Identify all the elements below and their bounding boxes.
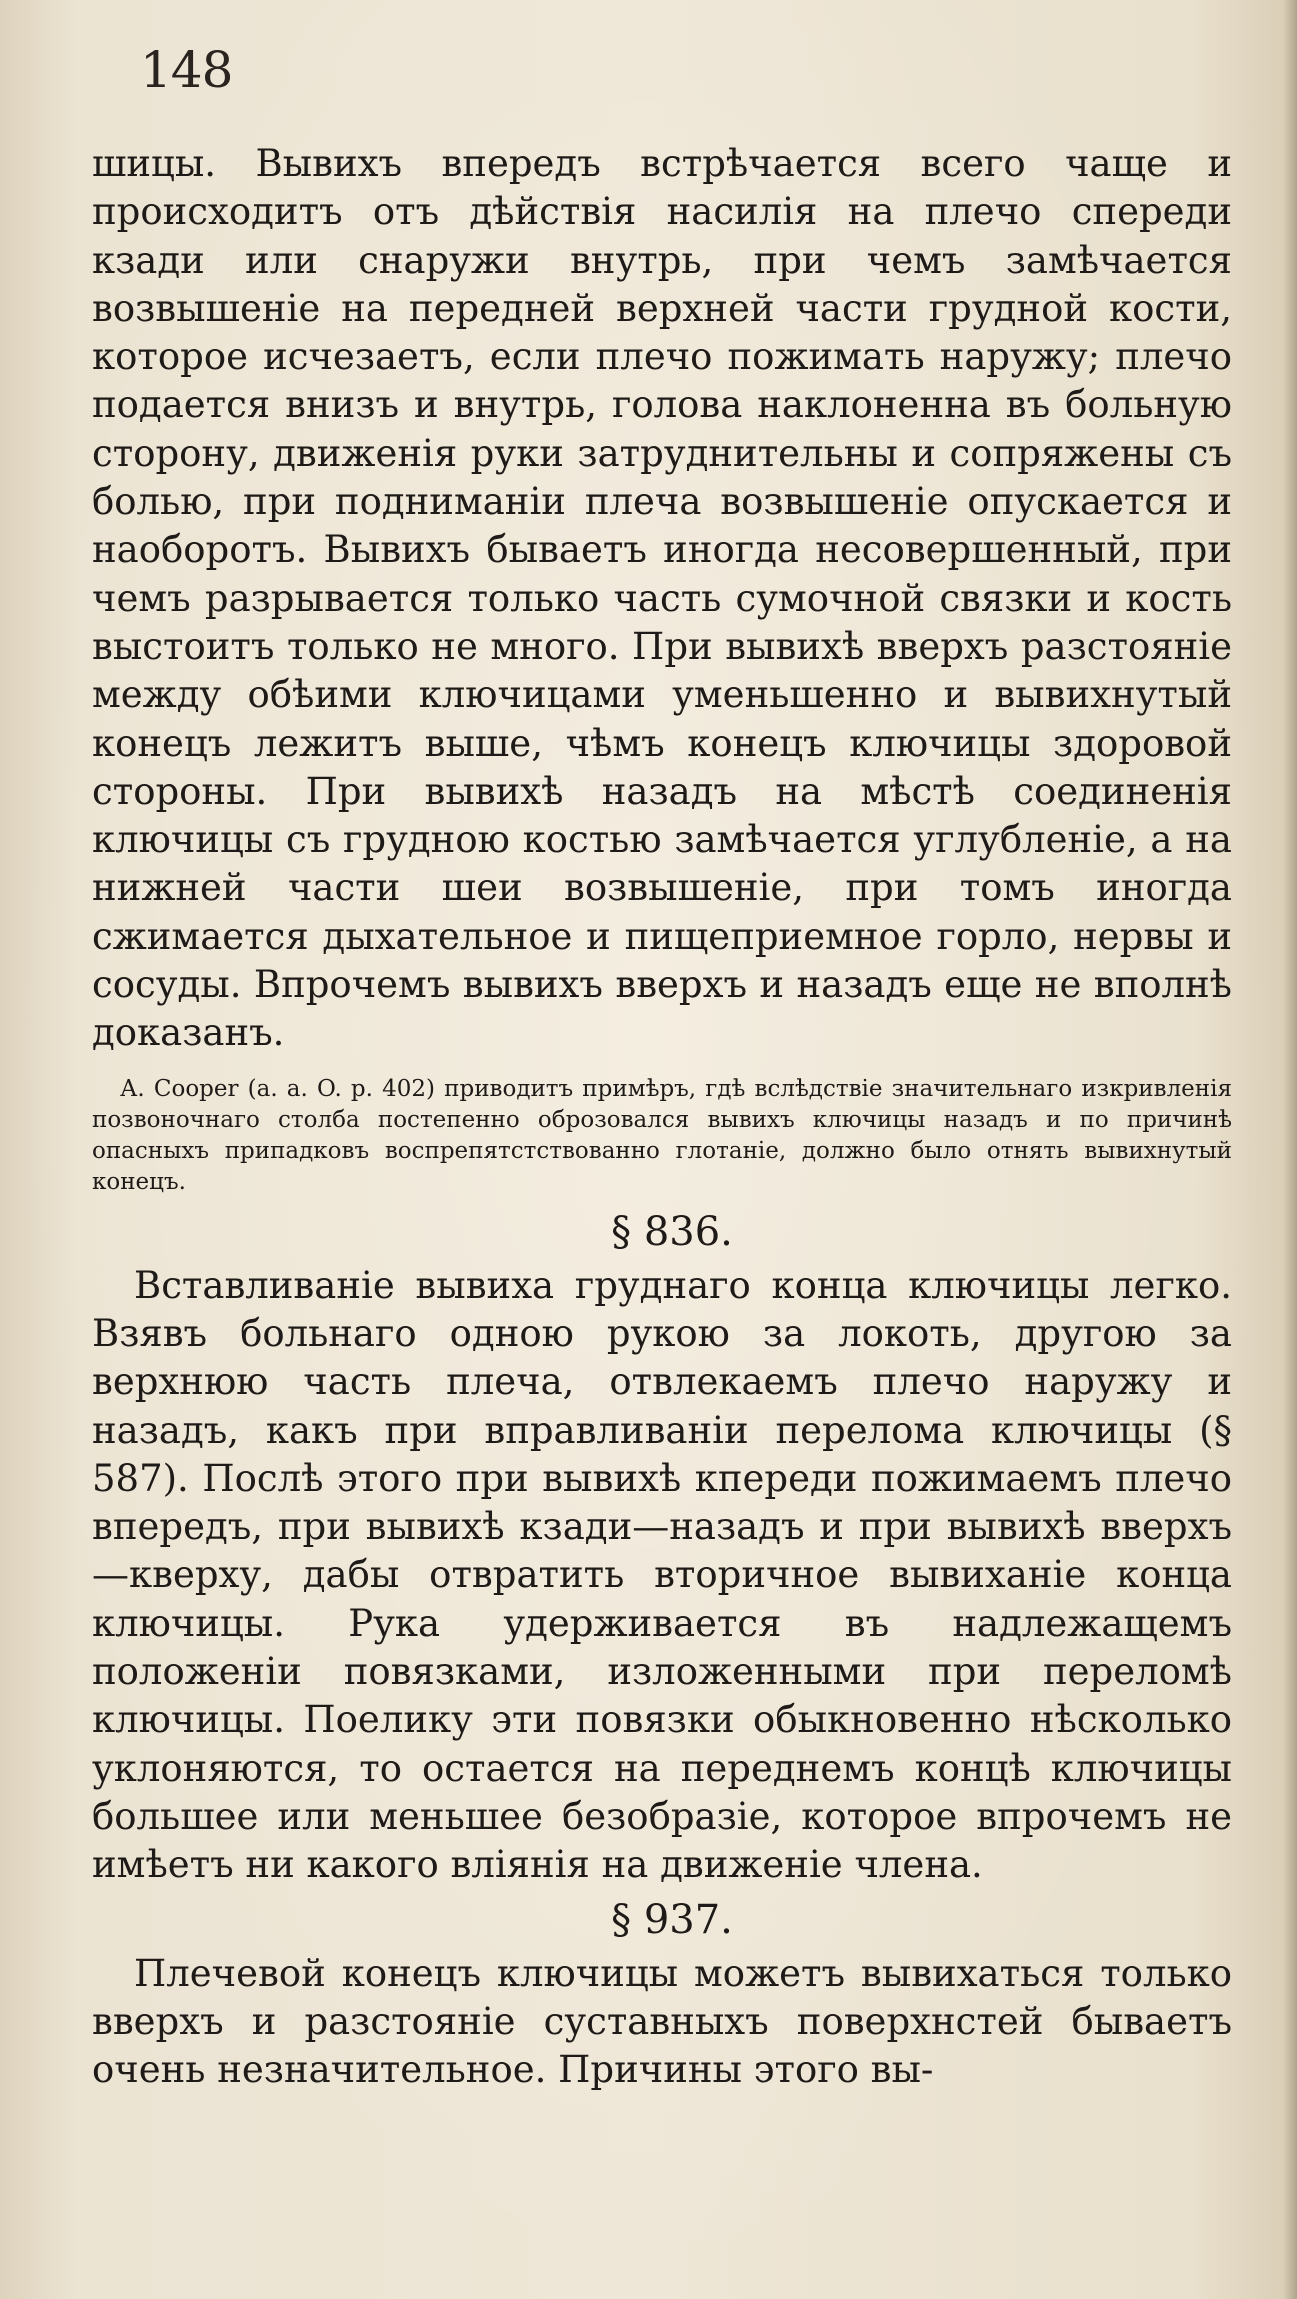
section-heading-836: § 836. xyxy=(611,1208,733,1255)
paragraph-dislocation-forms: шицы. Вывихъ впередъ встрѣчается всего чаще и происходитъ отъ дѣйствія насилія на плечо спереди кзади или снаружи внутрь, при чемъ замѣчается возвышеніе на передней верхней части грудной кости, которое исчезаетъ, если плечо пожимать наружу; плечо подается внизъ и внутрь, голова наклоненна въ больную сторону, движенія руки затруднительны и сопряжены съ болью, при подниманіи плеча возвышеніе опускается и наоборотъ. Вывихъ бываетъ иногда несовершенный, при чемъ разрывается только часть сумочной связки и кость выстоитъ только не много. При вывихѣ вверхъ разстояніе между обѣими ключицами уменьшенно и вывихнутый конецъ лежитъ выше, чѣмъ конецъ ключицы здоровой стороны. При вывихѣ назадъ на мѣстѣ соединенія ключицы съ грудною костью замѣчается углубленіе, а на нижней части шеи возвышеніе, при томъ иногда сжимается дыхательное и пищеприемное горло, нервы и сосуды. Впрочемъ вывихъ вверхъ и назадъ еще не вполнѣ доказанъ. xyxy=(92,142,1232,1055)
section-heading-937: § 937. xyxy=(611,1896,733,1943)
section-836-text: Вставливаніе вывиха груднаго конца ключицы легко. Взявъ больнаго одною рукою за локоть, другою за верхнюю часть плеча, отвлекаемъ плечо наружу и назадъ, какъ при вправливаніи перелома ключицы (§ 587). Послѣ этого при вывихѣ кпереди пожимаемъ плечо впередъ, при вывихѣ кзади—назадъ и при вывихѣ вверхъ—кверху, дабы отвратить вторичное вывиханіе конца ключицы. Рука удерживается въ надлежащемъ положеніи повязками, изложенными при переломѣ ключицы. Поелику эти повязки обыкновенно нѣсколько уклоняются, то остается на переднемъ концѣ ключицы большее или меньшее безобразіе, которое впрочемъ не имѣетъ ни какого вліянія на движеніе члена. xyxy=(92,1263,1232,1887)
page-number: 148 xyxy=(140,41,233,99)
footnote-cooper: А. Cooper (a. a. O. p. 402) приводитъ примѣръ, гдѣ вслѣдствіе значительнаго изкривленія позвоночнаго столба постепенно оброзовался вывихъ ключицы назадъ и по причинѣ опасныхъ припадковъ воспрепятстствованно глотаніе, должно было отнять вывихнутый конецъ. xyxy=(92,1075,1232,1195)
section-937-text: Плечевой конецъ ключицы можетъ вывихаться только вверхъ и разстояніе суставныхъ поверхнстей бываетъ очень незначительное. Причины этого вы- xyxy=(92,1951,1232,2092)
page-text xyxy=(92,140,1232,2094)
page-edge-shadow xyxy=(1283,0,1297,2299)
